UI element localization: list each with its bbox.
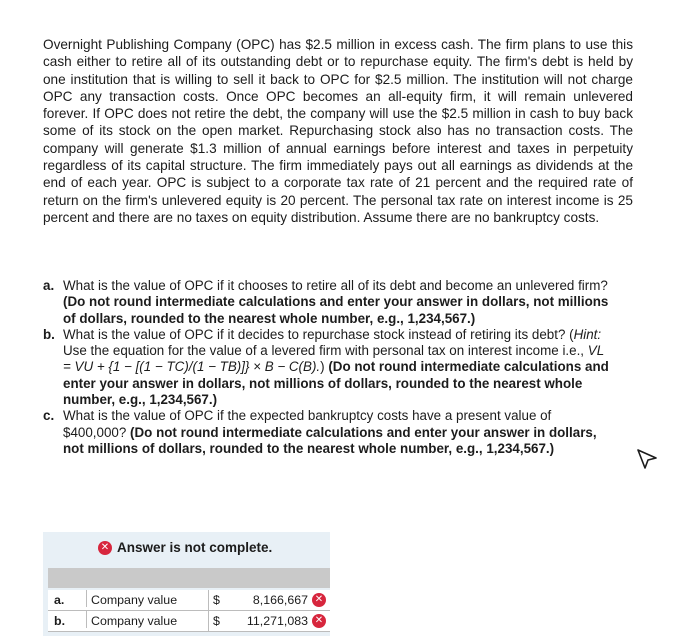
answer-input[interactable]: 11,271,083 [246,614,308,628]
question-list [43,278,613,457]
error-x-icon: ✕ [312,614,326,628]
currency-symbol: $ [208,590,243,610]
row-label: b. [54,614,66,628]
question-c [43,408,613,457]
answer-input[interactable]: 8,166,667 [252,593,308,607]
row-label: a. [54,593,65,607]
error-x-icon: ✕ [312,593,326,607]
answer-table [48,590,330,632]
question-instruction: (Do not round intermediate calculations and enter your answer in dollars, not millions of dollars, rounded to the nearest whole number, e.g., 1,234,567.) [63,424,597,456]
problem-statement: Overnight Publishing Company (OPC) has $2.5 million in excess cash. The firm plans to use this cash either to retire all of its outstanding debt or to repurchase equity. The firm's debt is held by one institution that is willing to sell it back to OPC for $2.5 million. The institution will not charge OPC any transaction costs. Once OPC becomes an all-equity firm, it will remain unlevered forever. If OPC does not retire the debt, the company will use the $2.5 million in cash to buy back some of its stock on the open market. Repurchasing stock also has no transaction costs. The company will generate $1.3 million of annual earnings before interest and taxes in perpetuity regardless of its capital structure. The firm immediately pays out all earnings as dividends at the end of each year. OPC is subject to a corporate tax rate of 21 percent and the required rate of return on the firm's unlevered equity is 20 percent. The personal tax rate on interest income is 25 percent and there are no taxes on equity distribution. Assume there are no bankruptcy costs. [43,37,633,225]
question-instruction: (Do not round intermediate calculations and enter your answer in dollars, not millions of dollars, rounded to the nearest whole number, e.g., 1,234,567.) [63,359,609,408]
currency-symbol: $ [208,611,243,631]
row-description: Company value [86,611,177,628]
formula: VL = VU + {1 − [(1 − TC)/(1 − TB)]} × B − C(B). [63,343,604,375]
question-letter: b. [43,326,55,342]
question-text: What is the value of OPC if it chooses to retire all of its debt and become an unlevered firm? [63,278,608,293]
row-description: Company value [86,590,177,607]
table-row [48,590,330,611]
question-b: b. What is the value of OPC if it decides to repurchase stock instead of retiring its debt? (Hint: Use the equation for the value of a levered firm with personal tax on interest income i.e., VL = VU + {1 − [(1 − TC)/(1 − TB)]} × B − C(B).) (Do not round intermediate calculations and enter your answer in dollars, not millions of dollars, rounded to the nearest whole number, e.g., 1,234,567.) [43,326,609,408]
question-a [43,278,613,327]
mouse-cursor-icon [636,447,658,469]
error-x-icon: ✕ [98,541,112,555]
answer-table-header [48,568,330,588]
table-row [48,611,330,632]
question-text: What is the value of OPC if it decides to repurchase stock instead of retiring its debt? [63,326,566,342]
answer-status [98,540,272,555]
hint-label: Hint: [573,326,602,342]
hint-text: Use the equation for the value of a levered firm with personal tax on interest income i.e., [63,343,585,359]
question-letter: a. [43,278,55,293]
question-instruction: (Do not round intermediate calculations and enter your answer in dollars, not millions of dollars, rounded to the nearest whole number, e.g., 1,234,567.) [63,294,609,326]
answer-status-text: Answer is not complete. [117,540,273,555]
question-text: What is the value of OPC if the expected bankruptcy costs have a present value of $400,000? [63,408,552,440]
question-letter: c. [43,408,55,424]
